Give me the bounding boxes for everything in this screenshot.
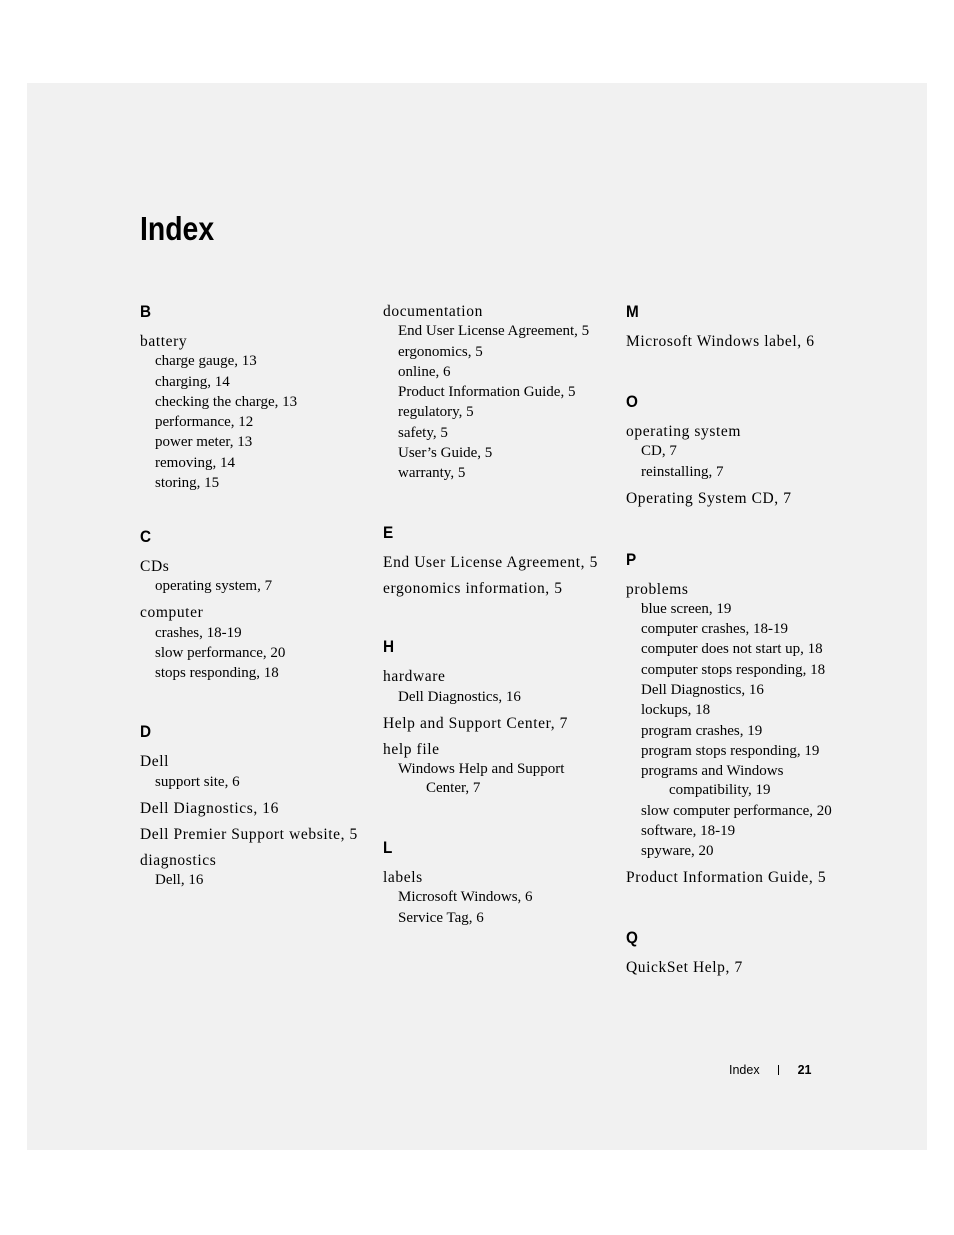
index-term: ergonomics information, 5: [383, 580, 563, 598]
subentry-list: [140, 352, 365, 493]
index-subentry: slow computer performance, 20: [641, 802, 832, 819]
index-entry: [140, 603, 365, 683]
index-subentry: charging, 14: [155, 373, 230, 390]
index-entry: [383, 302, 608, 483]
index-subentry: stops responding, 18: [155, 665, 279, 682]
index-entry: [626, 958, 851, 977]
index-term: problems: [626, 580, 689, 598]
index-subentry: program crashes, 19: [641, 722, 763, 739]
subentry-list: [383, 322, 608, 483]
index-section: [383, 838, 608, 928]
index-subentry: removing, 14: [155, 454, 235, 471]
index-entry: [383, 714, 608, 733]
section-letter: M: [626, 302, 639, 321]
index-subentry: programs and Windows compatibility, 19: [641, 763, 784, 799]
index-subentry: crashes, 18-19: [155, 624, 242, 641]
index-entry: [140, 752, 365, 791]
index-term: documentation: [383, 303, 483, 320]
index-term: diagnostics: [140, 851, 217, 869]
index-subentry: Dell Diagnostics, 16: [641, 682, 764, 699]
index-subentry: computer crashes, 18-19: [641, 621, 789, 638]
page-number: 21: [797, 1063, 812, 1077]
index-subentry: User’s Guide, 5: [398, 445, 493, 462]
index-subentry: warranty, 5: [398, 465, 466, 482]
subentry-list: [626, 442, 851, 481]
index-subentry: CD, 7: [641, 443, 677, 460]
index-subentry: reinstalling, 7: [641, 463, 724, 480]
footer-separator: [778, 1065, 779, 1075]
index-entry: [626, 422, 851, 482]
index-term: End User License Agreement, 5: [383, 554, 598, 572]
index-section: [140, 302, 365, 493]
index-section: [626, 302, 851, 351]
index-term: QuickSet Help, 7: [626, 959, 743, 977]
index-term: help file: [383, 740, 440, 758]
index-entry: [383, 740, 608, 798]
subentry-list: [383, 688, 608, 707]
index-subentry: software, 18-19: [641, 822, 736, 839]
section-letter: B: [140, 302, 152, 321]
subentry-list: [140, 624, 365, 684]
index-subentry: program stops responding, 19: [641, 742, 820, 759]
index-entry: [140, 825, 365, 844]
index-entry: [140, 851, 365, 890]
index-entry: [140, 332, 365, 493]
subentry-list: [140, 871, 365, 890]
index-subentry: lockups, 18: [641, 702, 711, 719]
section-letter: Q: [626, 928, 638, 948]
section-letter: H: [383, 637, 395, 657]
index-entry: [383, 667, 608, 706]
section-letter: C: [140, 527, 152, 547]
index-subentry: slow performance, 20: [155, 644, 286, 661]
index-subentry: performance, 12: [155, 414, 254, 431]
index-subentry: operating system, 7: [155, 578, 273, 595]
index-section: [626, 928, 851, 977]
subentry-list: [140, 773, 365, 792]
index-column-1: [140, 302, 365, 897]
index-subentry: storing, 15: [155, 475, 220, 492]
index-subentry: Windows Help and Support Center, 7: [398, 760, 565, 796]
index-term: CDs: [140, 558, 170, 576]
index-subentry: blue screen, 19: [641, 600, 732, 617]
index-subentry: spyware, 20: [641, 843, 714, 860]
index-subentry: Product Information Guide, 5: [398, 384, 576, 401]
section-letter: L: [383, 837, 393, 857]
subentry-list: [626, 600, 851, 861]
index-section: [140, 527, 365, 683]
index-subentry: computer does not start up, 18: [641, 641, 823, 658]
index-entry: [140, 799, 365, 818]
index-term: labels: [383, 868, 423, 886]
index-term: Dell Premier Support website, 5: [140, 825, 358, 843]
index-column-2: [383, 302, 608, 935]
subentry-list: [140, 577, 365, 596]
subentry-list: [383, 760, 608, 798]
index-term: Help and Support Center, 7: [383, 714, 569, 732]
section-letter: P: [626, 549, 637, 569]
index-term: Operating System CD, 7: [626, 489, 792, 507]
index-subentry: support site, 6: [155, 773, 240, 790]
index-section: [383, 637, 608, 798]
index-section: [626, 392, 851, 508]
index-subentry: computer stops responding, 18: [641, 661, 826, 678]
index-entry: [383, 579, 608, 598]
index-subentry: checking the charge, 13: [155, 393, 298, 410]
index-entry: [626, 580, 851, 862]
page-title: Index: [140, 210, 215, 247]
index-subentry: power meter, 13: [155, 434, 253, 451]
footer-label: Index: [729, 1063, 760, 1077]
index-term: operating system: [626, 423, 742, 440]
index-column-3: [626, 302, 851, 984]
index-subentry: regulatory, 5: [398, 404, 474, 421]
index-section: [383, 523, 608, 598]
index-subentry: Service Tag, 6: [398, 909, 484, 926]
index-entry: [626, 489, 851, 508]
section-letter: E: [383, 523, 394, 543]
index-subentry: charge gauge, 13: [155, 353, 257, 370]
index-term: Dell Diagnostics, 16: [140, 799, 279, 817]
index-entry: [383, 553, 608, 572]
index-term: Product Information Guide, 5: [626, 869, 827, 887]
index-subentry: online, 6: [398, 363, 451, 380]
subentry-list: [383, 888, 608, 927]
page-footer: [729, 1062, 812, 1078]
index-subentry: Dell Diagnostics, 16: [398, 688, 521, 705]
section-letter: D: [140, 722, 152, 742]
index-term: Dell: [140, 753, 170, 771]
index-section: [383, 302, 608, 483]
index-section: [626, 550, 851, 888]
index-subentry: ergonomics, 5: [398, 343, 483, 360]
index-term: battery: [140, 333, 188, 350]
index-subentry: safety, 5: [398, 424, 448, 441]
index-subentry: Microsoft Windows, 6: [398, 889, 533, 906]
section-letter: O: [626, 392, 638, 411]
index-subentry: Dell, 16: [155, 871, 204, 888]
index-entry: [140, 557, 365, 596]
index-term: computer: [140, 604, 204, 622]
index-section: [140, 722, 365, 890]
index-entry: [626, 332, 851, 351]
index-subentry: End User License Agreement, 5: [398, 323, 590, 340]
index-term: hardware: [383, 668, 446, 686]
index-entry: [383, 868, 608, 928]
index-term: Microsoft Windows label, 6: [626, 333, 815, 350]
index-entry: [626, 868, 851, 887]
